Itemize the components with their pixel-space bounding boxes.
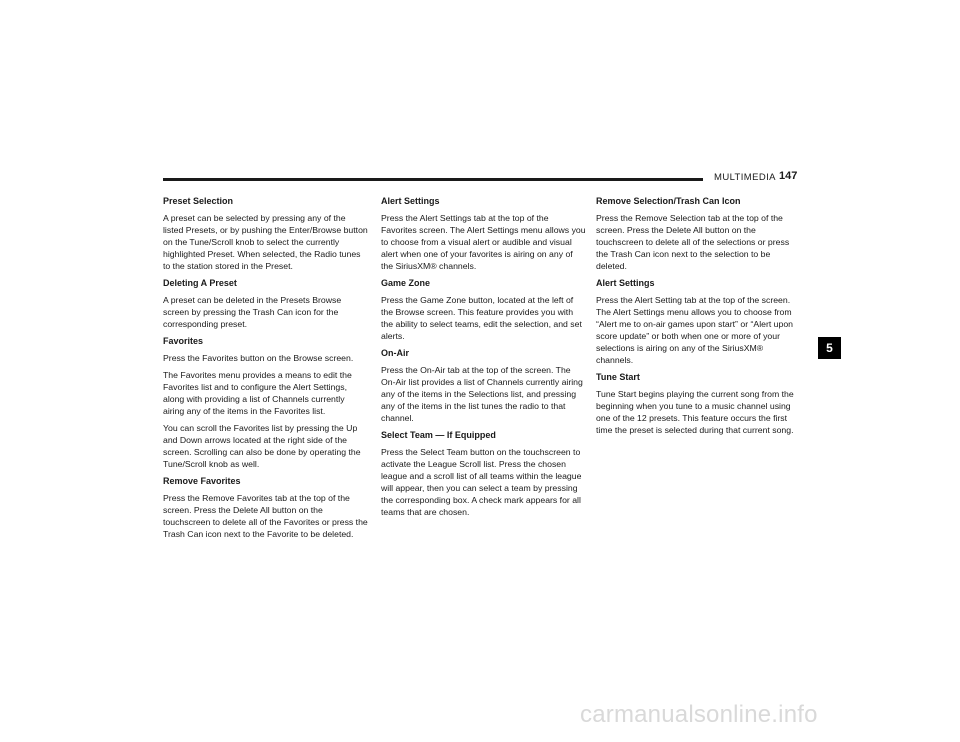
watermark: carmanualsonline.info (580, 701, 818, 728)
body-paragraph: Press the Remove Favorites tab at the top of the screen. Press the Delete All button on the touchscreen to delete all of the Favorites or press the Trash Can icon next to the Favorite to be deleted. (163, 493, 368, 539)
body-paragraph: Press the On-Air tab at the top of the screen. The On-Air list provides a list of Channels currently airing any of the items in the Selections list, and pressing any of the items in the list tunes the radio to that channel. (381, 365, 583, 423)
section-heading: Favorites (163, 336, 204, 346)
section-heading: Game Zone (381, 278, 431, 288)
text-column-1 (163, 195, 368, 545)
body-paragraph: A preset can be selected by pressing any of the listed Presets, or by pushing the Enter/Browse button on the Tune/Scroll knob to select the currently highlighted Preset. When selected, the Radio tunes to the station stored in the Preset. (163, 213, 368, 271)
body-paragraph: A preset can be deleted in the Presets Browse screen by pressing the Trash Can icon for the corresponding preset. (163, 295, 342, 329)
body-paragraph: Press the Alert Settings tab at the top of the Favorites screen. The Alert Settings menu allows you to choose from a visual alert or audible and visual alert when one of your favorites is airing on any of the SiriusXM® channels. (381, 213, 586, 271)
body-paragraph: Tune Start begins playing the current song from the beginning when you tune to a music channel using one of the 12 presets. This feature occurs the first time the preset is selected during that current song. (596, 389, 794, 435)
text-column-3 (596, 195, 801, 441)
body-paragraph: You can scroll the Favorites list by pressing the Up and Down arrows located at the right side of the screen. Scrolling can also be done by operating the Tune/Scroll knob as well. (163, 423, 361, 469)
section-heading: Tune Start (596, 372, 640, 382)
body-paragraph: Press the Remove Selection tab at the top of the screen. Press the Delete All button on the touchscreen to delete all of the selections or press the Trash Can icon next to the selection to be deleted. (596, 213, 790, 271)
text-column-2 (381, 195, 586, 523)
body-paragraph: Press the Favorites button on the Browse screen. (163, 353, 354, 363)
body-paragraph: Press the Alert Setting tab at the top of the screen. The Alert Settings menu allows you to choose from “Alert me to on-air games upon start” or “Alert upon score update” or both when one or more of your selections is airing on any of the SiriusXM® channels. (596, 295, 794, 365)
section-heading: Alert Settings (381, 196, 440, 206)
body-paragraph: Press the Game Zone button, located at the left of the Browse screen. This feature provides you with the ability to select teams, edit the selection, and set alerts. (381, 295, 582, 341)
section-name: MULTIMEDIA (714, 172, 776, 183)
section-heading: Remove Selection/Trash Can Icon (596, 196, 741, 206)
chapter-tab: 5 (818, 337, 841, 359)
section-heading: Select Team — If Equipped (381, 430, 496, 440)
section-heading: Remove Favorites (163, 476, 241, 486)
header-rule (163, 178, 703, 181)
section-heading: On-Air (381, 348, 409, 358)
section-heading: Preset Selection (163, 196, 234, 206)
body-paragraph: Press the Select Team button on the touchscreen to activate the League Scroll list. Press the chosen league and a scroll list of all teams within the league will appear, then you can select a team by pressing the corresponding box. A check mark appears for all teams that are chosen. (381, 447, 582, 517)
body-paragraph: The Favorites menu provides a means to edit the Favorites list and to configure the Alert Settings, along with providing a list of Channels currently airing any of the items in the Favorites list. (163, 370, 352, 416)
page-number: 147 (779, 170, 798, 182)
section-heading: Alert Settings (596, 278, 655, 288)
section-heading: Deleting A Preset (163, 278, 237, 288)
